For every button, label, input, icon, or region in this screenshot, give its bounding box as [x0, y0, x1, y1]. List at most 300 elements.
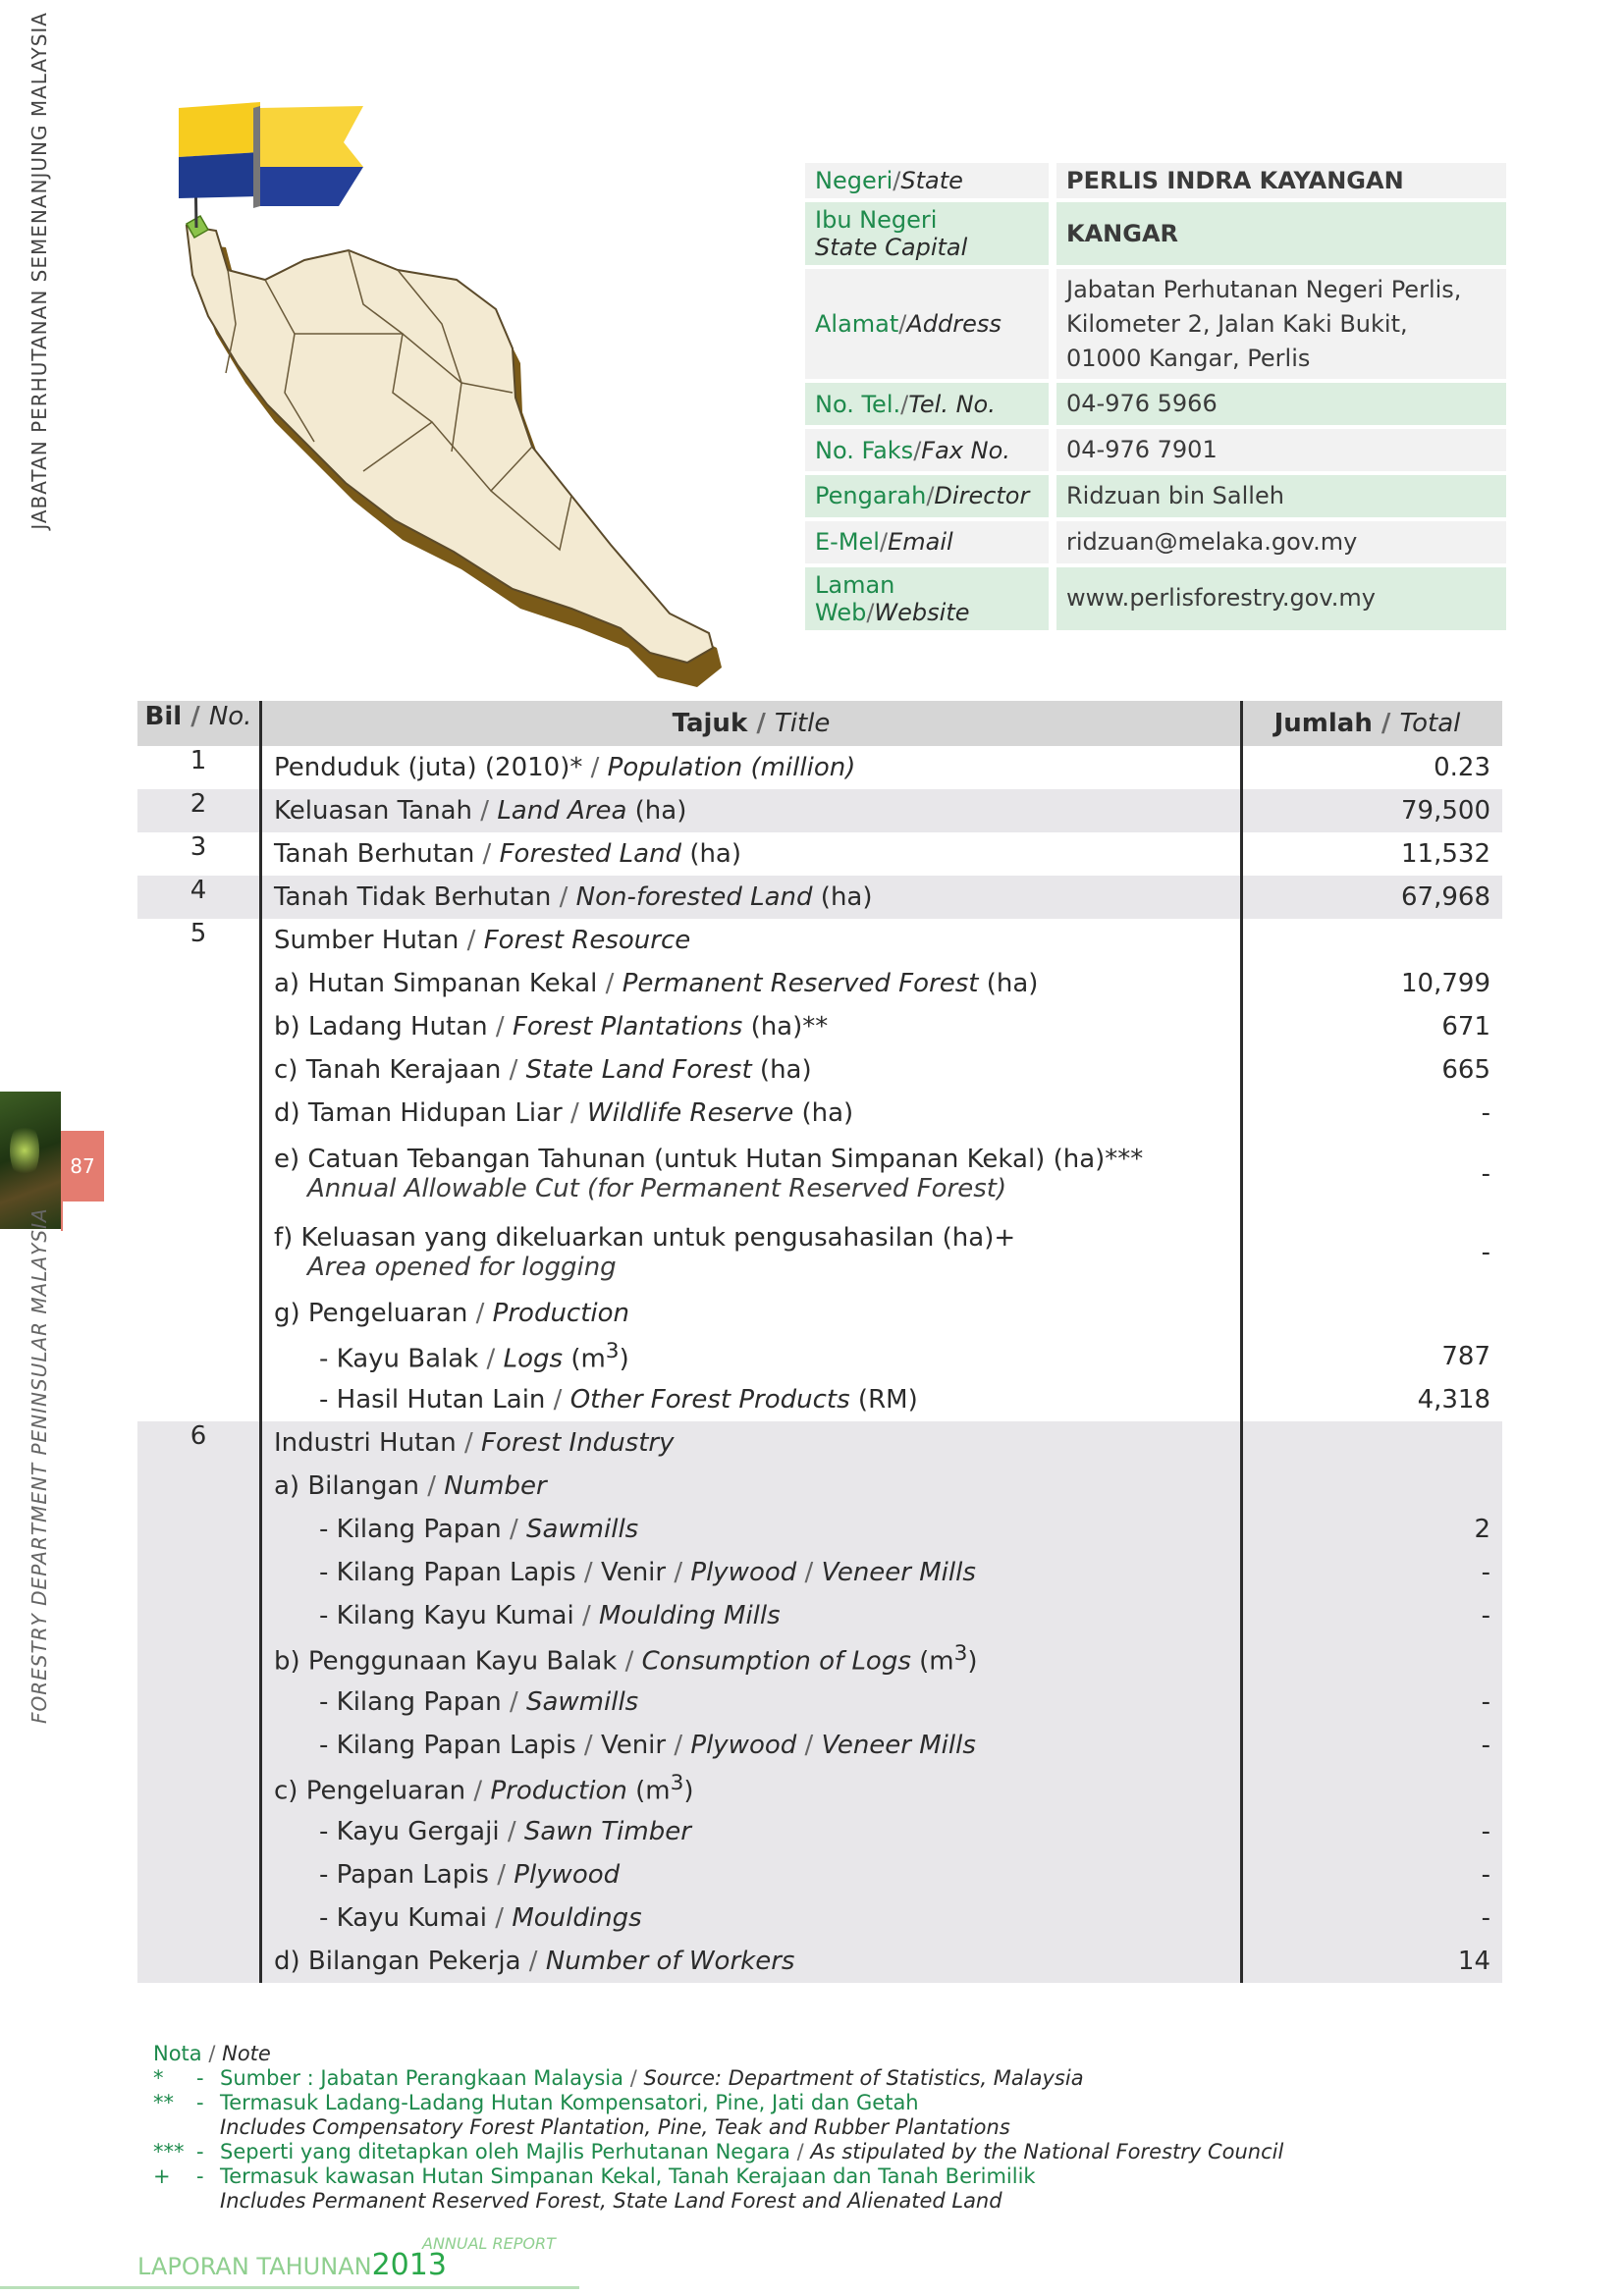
info-value: [1056, 383, 1506, 425]
note-mark: ***: [153, 2140, 185, 2163]
cell-no: [137, 1940, 261, 1983]
cell-total: [1242, 1594, 1503, 1637]
cell-no: [137, 1292, 261, 1335]
cell-total: [1242, 1378, 1503, 1421]
cell-title: [261, 1681, 1242, 1724]
notes-title: Nota / Note: [153, 2042, 271, 2065]
title-en: Wildlife Reserve: [587, 1098, 794, 1128]
separator: /: [501, 1515, 526, 1544]
title-wrap: [274, 753, 1228, 782]
note-item: [153, 2140, 1283, 2164]
info-value: [1056, 429, 1506, 471]
total-value: -: [1481, 1817, 1490, 1846]
cell-title: [261, 1767, 1242, 1810]
total-value: -: [1481, 1687, 1490, 1717]
title-bm: - Kilang Kayu Kumai: [319, 1601, 574, 1630]
cell-total: [1242, 1421, 1503, 1465]
separator: /: [597, 969, 623, 998]
info-value: [1056, 521, 1506, 563]
table-row: [137, 1213, 1502, 1292]
table-row: [137, 1005, 1502, 1048]
title-en: Forest Resource: [483, 926, 691, 955]
row-number: 5: [189, 919, 207, 948]
total-value: -: [1481, 1238, 1490, 1267]
unit: ): [683, 1776, 694, 1806]
separator: /: [582, 753, 608, 782]
title-en: Permanent Reserved Forest: [622, 969, 979, 998]
note-text: [220, 2091, 919, 2115]
cell-title: [261, 1421, 1242, 1465]
map-land: [187, 226, 713, 663]
total-value: -: [1481, 1860, 1490, 1890]
title-en: Mouldings: [512, 1903, 642, 1933]
table-row: [137, 1810, 1502, 1853]
table-row: [137, 1853, 1502, 1896]
note-text: [220, 2164, 1036, 2189]
unit: (ha): [820, 882, 873, 912]
title-bm: - Kayu Balak: [319, 1344, 479, 1374]
separator: /: [545, 1385, 570, 1415]
title-bm: e) Catuan Tebangan Tahunan (untuk Hutan Simpanan Kekal) (ha)***: [274, 1145, 1144, 1174]
title-bm: c) Pengeluaran: [274, 1776, 466, 1806]
info-label-bm: Laman Web: [815, 570, 895, 626]
cell-no: [137, 1048, 261, 1092]
info-label-en: Address: [906, 310, 1001, 339]
table-row: [137, 832, 1502, 876]
title-bm-2: Venir: [600, 1731, 667, 1760]
state-info-table: [805, 159, 1506, 634]
info-row: [805, 383, 1506, 425]
cell-no: [137, 1551, 261, 1594]
separator: /: [913, 436, 922, 464]
title-bm: - Hasil Hutan Lain: [319, 1385, 546, 1415]
info-label-en: Fax No.: [921, 436, 1010, 464]
separator: /: [926, 482, 935, 510]
title-bm: a) Bilangan: [274, 1471, 419, 1501]
table-row: [137, 1048, 1502, 1092]
info-label-bm: Ibu Negeri: [815, 206, 938, 234]
info-value: [1056, 269, 1506, 379]
total-value: -: [1481, 1558, 1490, 1587]
unit: (ha): [801, 1098, 854, 1128]
separator: /: [796, 1558, 822, 1587]
title-bm: - Kilang Papan: [319, 1515, 502, 1544]
note-item: [153, 2066, 1283, 2091]
info-label: [805, 567, 1056, 630]
cell-no: [137, 919, 261, 962]
total-value: 79,500: [1401, 796, 1490, 826]
info-label-bm: Pengarah: [815, 482, 927, 510]
title-wrap: [274, 1339, 1228, 1374]
table-row: [137, 1292, 1502, 1335]
info-label: [805, 521, 1056, 563]
cell-total: [1242, 1048, 1503, 1092]
table-row: [137, 1637, 1502, 1681]
info-label-bm: No. Faks: [815, 436, 914, 464]
note-spacer: [153, 2189, 196, 2214]
title-wrap: [274, 1098, 1228, 1128]
info-row: [805, 163, 1506, 198]
title-bm: Sumber Hutan: [274, 926, 460, 955]
total-value: 0.23: [1434, 753, 1490, 782]
cell-total: [1242, 1853, 1503, 1896]
title-wrap: [274, 969, 1228, 998]
title-bm: Penduduk (juta) (2010)*: [274, 753, 583, 782]
header-total: Jumlah / Total: [1242, 701, 1503, 746]
title-bm: Industri Hutan: [274, 1428, 457, 1458]
title-wrap: [274, 1947, 1228, 1976]
total-value: -: [1481, 1903, 1490, 1933]
info-value: [1056, 475, 1506, 517]
note-item-en: [153, 2115, 1283, 2140]
separator: /: [866, 598, 875, 626]
separator: /: [456, 1428, 481, 1458]
separator: /: [623, 2066, 644, 2090]
footer-line: [0, 2286, 579, 2289]
cell-no: [137, 1637, 261, 1681]
title-en: Land Area: [497, 796, 627, 826]
cell-total: [1242, 1135, 1503, 1213]
note-bm: Termasuk Ladang-Ladang Hutan Kompensatori, Pine, Jati dan Getah: [220, 2091, 919, 2114]
separator: /: [499, 1817, 524, 1846]
total-value: -: [1481, 1098, 1490, 1128]
flag-blue-back: [179, 152, 260, 198]
title-bm: - Papan Lapis: [319, 1860, 489, 1890]
title-wrap: [274, 1145, 1228, 1203]
table-row: [137, 1681, 1502, 1724]
cell-no: [137, 1681, 261, 1724]
separator: /: [617, 1646, 642, 1677]
cell-no: [137, 962, 261, 1005]
info-value-text: www.perlisforestry.gov.my: [1066, 584, 1376, 613]
total-value: 10,799: [1401, 969, 1490, 998]
title-bm: f) Keluasan yang dikeluarkan untuk pengusahasilan (ha)+: [274, 1223, 1016, 1253]
title-wrap: [274, 1860, 1228, 1890]
total-value: 14: [1457, 1947, 1490, 1976]
footer: [137, 2234, 556, 2282]
title-bm: - Kayu Gergaji: [319, 1817, 500, 1846]
cell-title: [261, 789, 1242, 832]
info-label-en: State: [900, 167, 963, 194]
note-bm: Termasuk kawasan Hutan Simpanan Kekal, Tanah Kerajaan dan Tanah Berimilik: [220, 2164, 1036, 2188]
info-value-line: Kilometer 2, Jalan Kaki Bukit,: [1066, 309, 1408, 338]
info-label: [805, 163, 1056, 198]
table-header-row: [137, 701, 1502, 746]
total-value: 11,532: [1401, 839, 1490, 869]
cell-total: [1242, 1005, 1503, 1048]
flag-yellow-front: [260, 106, 363, 167]
separator: /: [666, 1558, 691, 1587]
peninsular-map-graphic: [167, 98, 756, 687]
info-value-line: 01000 Kangar, Perlis: [1066, 344, 1311, 372]
row-number: 6: [189, 1421, 207, 1451]
title-wrap: [274, 1558, 1228, 1587]
title-wrap: [274, 1471, 1228, 1501]
title-en: Logs: [503, 1344, 564, 1374]
info-value: [1056, 567, 1506, 630]
title-bm: d) Bilangan Pekerja: [274, 1947, 521, 1976]
info-value-text: 04-976 7901: [1066, 436, 1218, 464]
info-label-bm: Alamat: [815, 310, 899, 339]
table-row: [137, 1421, 1502, 1465]
cell-no: [137, 832, 261, 876]
info-label-bm: Negeri: [815, 167, 893, 194]
note-bm: Seperti yang ditetapkan oleh Majlis Perhutanan Negara: [220, 2140, 790, 2163]
cell-total: [1242, 1810, 1503, 1853]
info-label-en: Director: [934, 482, 1030, 510]
separator: /: [465, 1776, 491, 1806]
cell-no: [137, 1594, 261, 1637]
note-text: [220, 2140, 1283, 2164]
note-item: [153, 2164, 1283, 2189]
info-value-text: ridzuan@melaka.gov.my: [1066, 527, 1358, 556]
table-row: [137, 876, 1502, 919]
header-no: Bil / No.: [137, 701, 261, 746]
cell-no: [137, 1767, 261, 1810]
info-label: [805, 269, 1056, 379]
total-value: -: [1481, 1159, 1490, 1189]
title-en-line: Area opened for logging: [307, 1253, 617, 1282]
cell-title: [261, 832, 1242, 876]
footer-year: 2013: [371, 2248, 447, 2282]
note-dash: -: [196, 2091, 204, 2114]
info-value-text: KANGAR: [1066, 220, 1179, 247]
cell-no: [137, 1853, 261, 1896]
cell-total: [1242, 1767, 1503, 1810]
note-spacer: [196, 2189, 220, 2214]
separator: /: [501, 1687, 526, 1717]
total-value: 665: [1441, 1055, 1490, 1085]
note-en: As stipulated by the National Forestry Council: [810, 2140, 1284, 2163]
table-row: [137, 1508, 1502, 1551]
info-label-bm: E-Mel: [815, 528, 880, 557]
cell-total: [1242, 919, 1503, 962]
info-row: [805, 202, 1506, 265]
separator: /: [474, 839, 500, 869]
cell-total: [1242, 789, 1503, 832]
title-en: Other Forest Products: [569, 1385, 850, 1415]
title-wrap: [274, 926, 1228, 955]
flag-blue-front: [260, 167, 363, 206]
cell-title: [261, 1048, 1242, 1092]
title-bm: - Kilang Papan Lapis: [319, 1731, 576, 1760]
separator: /: [893, 167, 901, 194]
unit: ): [619, 1344, 629, 1374]
table-row: [137, 1465, 1502, 1508]
unit-sup: 3: [605, 1339, 620, 1364]
title-wrap: [274, 1385, 1228, 1415]
cell-total: [1242, 1092, 1503, 1135]
title-wrap: [274, 1817, 1228, 1846]
forest-statistics-table: [137, 701, 1502, 1983]
peninsular-map: [167, 98, 756, 687]
info-row: [805, 429, 1506, 471]
cell-no: [137, 789, 261, 832]
title-bm: b) Ladang Hutan: [274, 1012, 488, 1041]
separator: /: [900, 390, 909, 418]
unit-sup: 3: [670, 1771, 684, 1796]
cell-title: [261, 1465, 1242, 1508]
cell-no: [137, 1005, 261, 1048]
title-en-2: Veneer Mills: [821, 1558, 976, 1587]
title-en: Sawmills: [525, 1515, 639, 1544]
note-item-en: [153, 2189, 1283, 2214]
cell-no: [137, 1896, 261, 1940]
title-wrap: [274, 1903, 1228, 1933]
title-en-2: Veneer Mills: [821, 1731, 976, 1760]
separator: /: [487, 1903, 513, 1933]
cell-title: [261, 919, 1242, 962]
title-bm: b) Penggunaan Kayu Balak: [274, 1646, 618, 1677]
cell-total: [1242, 1551, 1503, 1594]
cell-total: [1242, 1896, 1503, 1940]
info-label: [805, 202, 1056, 265]
separator: /: [488, 1860, 514, 1890]
title-wrap: [274, 1641, 1228, 1677]
unit: (ha): [634, 796, 687, 826]
separator: /: [666, 1731, 691, 1760]
cell-title: [261, 1092, 1242, 1135]
title-wrap: [274, 882, 1228, 912]
title-en: Plywood: [690, 1558, 797, 1587]
cell-title: [261, 1005, 1242, 1048]
separator: /: [562, 1098, 587, 1128]
title-en: Population (million): [607, 753, 856, 782]
cell-total: [1242, 962, 1503, 1005]
cell-title: [261, 1896, 1242, 1940]
title-bm: - Kayu Kumai: [319, 1903, 488, 1933]
info-label: [805, 383, 1056, 425]
separator: /: [418, 1471, 445, 1501]
total-value: -: [1481, 1601, 1490, 1630]
title-en: Sawn Timber: [523, 1817, 691, 1846]
title-wrap: [274, 1601, 1228, 1630]
cell-total: [1242, 1465, 1503, 1508]
row-number: 2: [189, 789, 207, 819]
table-row: [137, 1594, 1502, 1637]
note-text: [220, 2066, 1084, 2091]
separator: /: [487, 1012, 513, 1041]
title-en: Number: [444, 1471, 547, 1501]
footer-text: LAPORAN TAHUNAN: [137, 2253, 372, 2280]
title-en-line: Annual Allowable Cut (for Permanent Reserved Forest): [307, 1174, 1007, 1203]
separator: /: [796, 1731, 822, 1760]
separator: /: [789, 2140, 811, 2163]
unit: (ha)**: [750, 1012, 829, 1041]
title-wrap: [274, 1687, 1228, 1717]
total-value: 787: [1441, 1342, 1490, 1371]
cell-title: [261, 1335, 1242, 1378]
side-title-bm: JABATAN PERHUTANAN SEMENANJUNG MALAYSIA: [27, 12, 51, 530]
unit-sup: 3: [953, 1641, 968, 1667]
side-rule: [61, 1201, 63, 1231]
separator: /: [898, 310, 907, 339]
cell-title: [261, 1135, 1242, 1213]
title-en: Plywood: [690, 1731, 797, 1760]
table-row: [137, 789, 1502, 832]
title-en: Non-forested Land: [575, 882, 813, 912]
separator: /: [520, 1947, 546, 1976]
cell-total: [1242, 1940, 1503, 1983]
separator: /: [459, 926, 484, 955]
cell-title: [261, 1853, 1242, 1896]
cell-total: [1242, 746, 1503, 789]
separator: /: [472, 796, 498, 826]
title-en: Consumption of Logs: [641, 1646, 911, 1677]
table-row: [137, 1092, 1502, 1135]
note-mark: **: [153, 2091, 174, 2114]
note-mark: *: [153, 2066, 164, 2090]
title-wrap: [274, 796, 1228, 826]
title-en: State Land Forest: [525, 1055, 752, 1085]
title-wrap: [274, 1515, 1228, 1544]
title-wrap: [274, 839, 1228, 869]
row-number: 1: [189, 746, 207, 775]
title-bm: Keluasan Tanah: [274, 796, 473, 826]
separator: /: [551, 882, 576, 912]
title-wrap: [274, 1299, 1228, 1328]
note-spacer: [153, 2115, 196, 2140]
note-en-line: Includes Compensatory Forest Plantation, Pine, Teak and Rubber Plantations: [220, 2115, 1010, 2139]
info-value: [1056, 202, 1506, 265]
unit: (m: [919, 1646, 954, 1677]
cell-no: [137, 876, 261, 919]
info-value-line: Jabatan Perhutanan Negeri Perlis,: [1066, 276, 1462, 303]
unit: (RM): [857, 1385, 918, 1415]
title-en: Number of Workers: [545, 1947, 795, 1976]
title-wrap: [274, 1223, 1228, 1282]
total-value: 67,968: [1401, 882, 1490, 912]
info-row: [805, 269, 1506, 379]
table-row: [137, 1767, 1502, 1810]
cell-total: [1242, 1637, 1503, 1681]
note-dash: -: [196, 2164, 204, 2188]
notes-block: [153, 2042, 1283, 2214]
unit: (ha): [689, 839, 742, 869]
flag-shadow: [253, 106, 260, 208]
total-value: 671: [1441, 1012, 1490, 1041]
separator: /: [467, 1299, 493, 1328]
info-value: [1056, 163, 1506, 198]
table-row: [137, 919, 1502, 962]
separator: /: [501, 1055, 526, 1085]
title-bm: c) Tanah Kerajaan: [274, 1055, 502, 1085]
table-row: [137, 1896, 1502, 1940]
table-row: [137, 1335, 1502, 1378]
info-label-en: Tel. No.: [908, 390, 996, 418]
table-row: [137, 962, 1502, 1005]
title-bm: - Kilang Papan Lapis: [319, 1558, 576, 1587]
title-wrap: [274, 1012, 1228, 1041]
table-row: [137, 1135, 1502, 1213]
info-row: [805, 475, 1506, 517]
note-dash: -: [196, 2066, 204, 2090]
separator: /: [575, 1731, 601, 1760]
cell-no: [137, 1508, 261, 1551]
info-value-text: 04-976 5966: [1066, 390, 1218, 418]
title-en: Plywood: [514, 1860, 621, 1890]
info-value-text: PERLIS INDRA KAYANGAN: [1066, 167, 1404, 194]
table-row: [137, 746, 1502, 789]
row-number: 3: [189, 832, 207, 862]
cell-title: [261, 962, 1242, 1005]
title-bm: a) Hutan Simpanan Kekal: [274, 969, 598, 998]
cell-title: [261, 1724, 1242, 1767]
separator: /: [575, 1558, 601, 1587]
cell-title: [261, 1810, 1242, 1853]
unit: ): [967, 1646, 978, 1677]
title-wrap: [274, 1428, 1228, 1458]
